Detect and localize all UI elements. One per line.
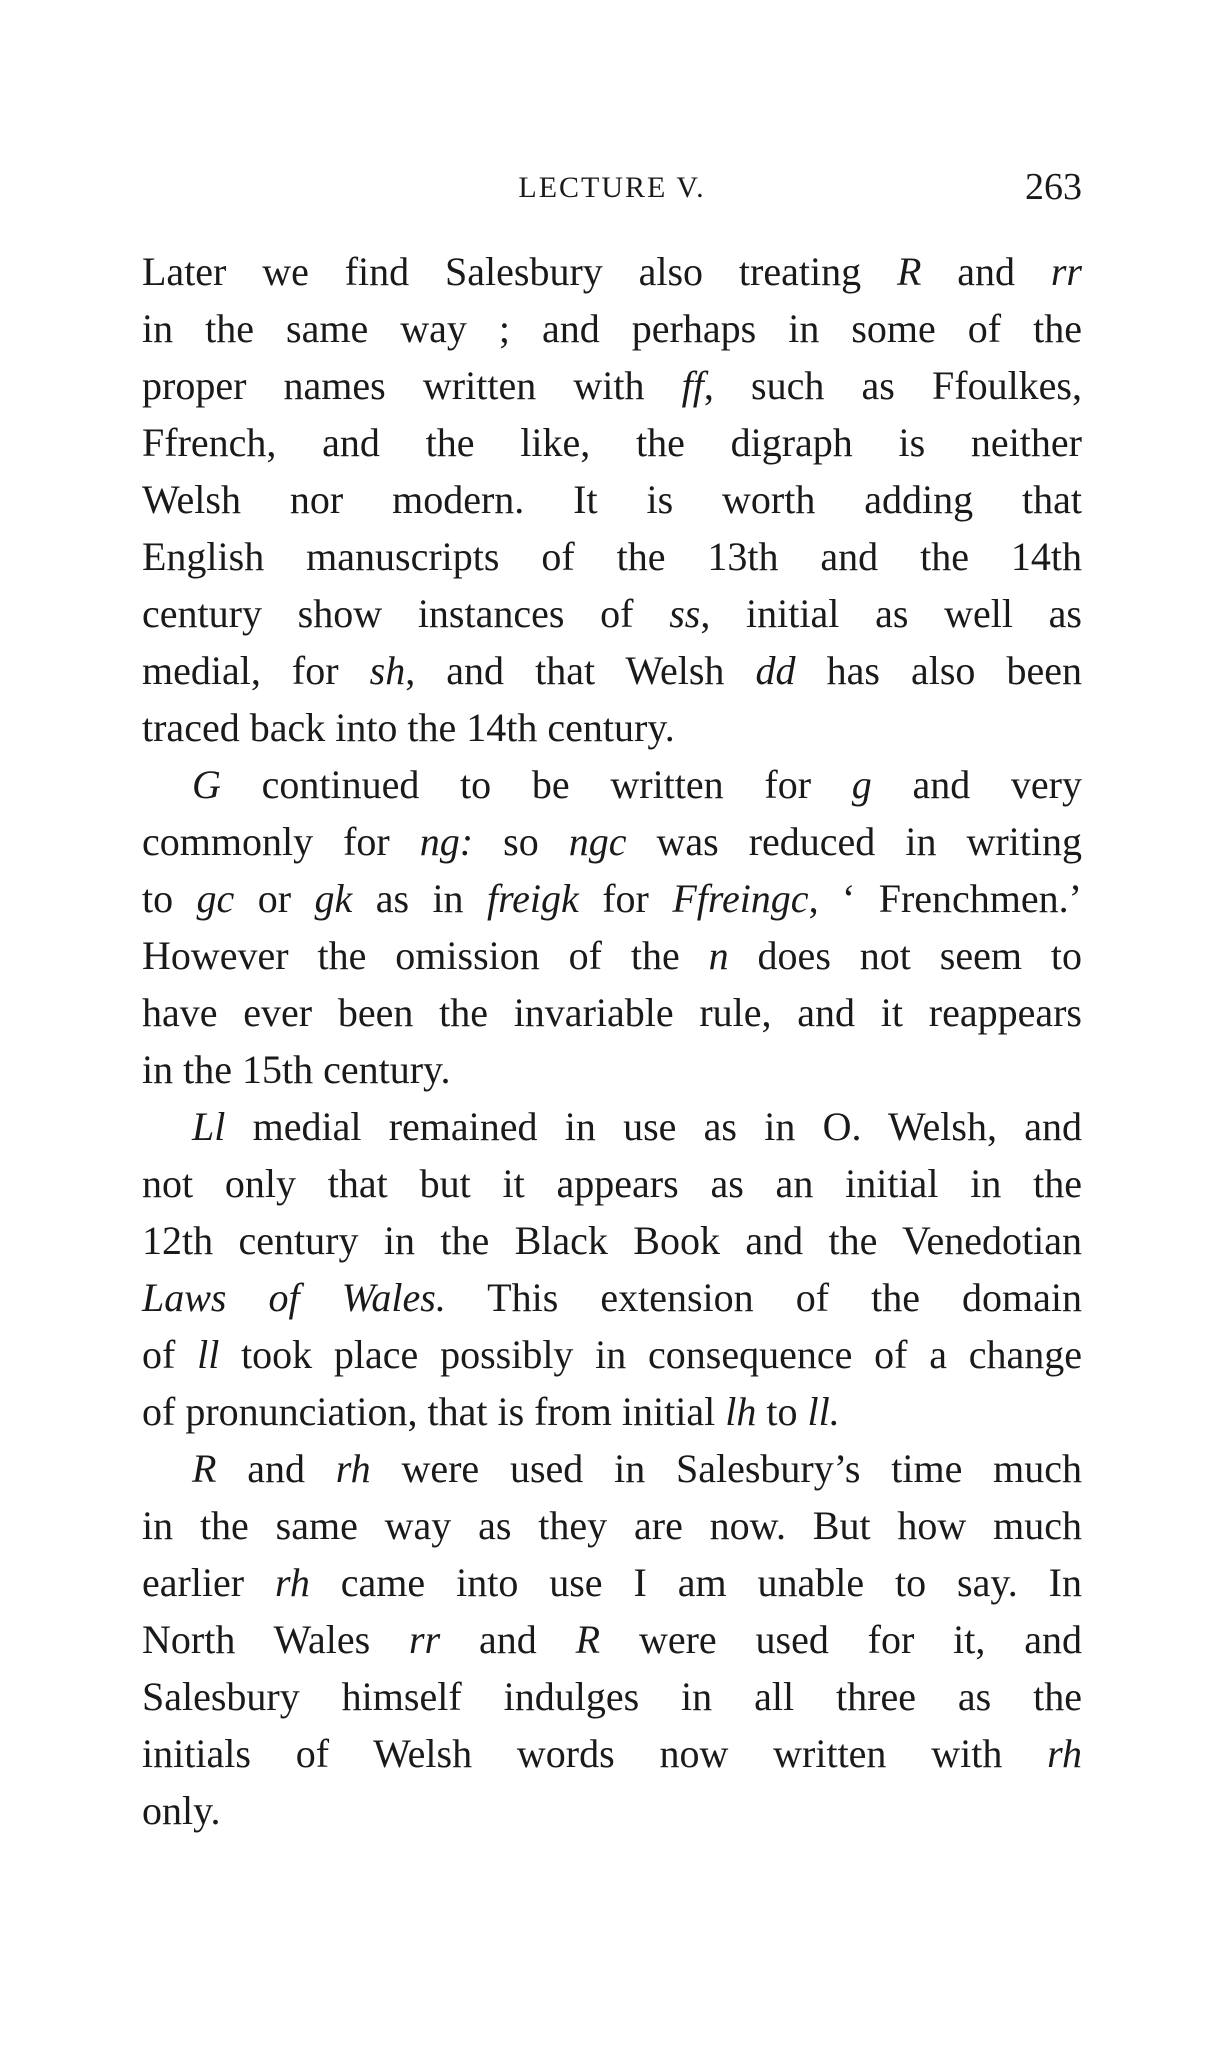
text-line [142, 813, 1082, 870]
text-line [142, 300, 1082, 357]
text-run: This extension of the domain [445, 1275, 1083, 1320]
text-line [142, 357, 1082, 414]
text-run: , initial as well as [700, 591, 1082, 636]
text-line [142, 642, 1082, 699]
text-run: , ‘ Frenchmen.’ [808, 876, 1082, 921]
text-run: was reduced in writing [626, 819, 1083, 864]
italic-run: gk [314, 876, 353, 921]
text-line [142, 1269, 1082, 1326]
paragraph [142, 1098, 1082, 1440]
text-run: medial remained in use as in O. Welsh, and [225, 1104, 1082, 1149]
text-run: continued to be written for [220, 762, 852, 807]
text-line [142, 1554, 1082, 1611]
text-run: of [142, 1332, 198, 1377]
italic-run: rh [275, 1560, 310, 1605]
text-run: for [578, 876, 673, 921]
paragraph [142, 756, 1082, 1098]
paragraph [142, 243, 1082, 756]
text-run: were used for it, and [600, 1617, 1083, 1662]
text-run: in the same way as they are now. But how much [142, 1503, 1082, 1548]
italic-run: dd [755, 648, 796, 693]
text-line [142, 528, 1082, 585]
text-run: and [921, 249, 1051, 294]
italic-run: g [851, 762, 872, 807]
running-title: LECTURE V. [518, 171, 706, 204]
italic-run: Ll [192, 1104, 226, 1149]
text-run: does not seem to [728, 933, 1083, 978]
text-run: and [216, 1446, 336, 1491]
text-run: in the same way ; and perhaps in some of the [142, 306, 1082, 351]
text-line [142, 1725, 1082, 1782]
italic-run: R [192, 1446, 217, 1491]
text-run: Ffrench, and the like, the digraph is neither [142, 420, 1082, 465]
text-run: earlier [142, 1560, 276, 1605]
italic-run: R [575, 1617, 601, 1662]
text-run: century show instances of [142, 591, 670, 636]
text-line [142, 870, 1082, 927]
text-line [142, 1668, 1082, 1725]
italic-run: R [896, 249, 922, 294]
text-run: initials of Welsh words now written with [142, 1731, 1048, 1776]
italic-run: rr [1050, 249, 1082, 294]
text-line [142, 1212, 1082, 1269]
text-line [142, 471, 1082, 528]
text-line [142, 243, 1082, 300]
body-text [142, 243, 1082, 1839]
text-line [142, 1782, 1082, 1839]
text-line [142, 984, 1082, 1041]
italic-run: ng: [419, 819, 474, 864]
text-run: medial, for [142, 648, 370, 693]
text-run: , such as Ffoulkes, [703, 363, 1082, 408]
text-line [142, 1098, 1082, 1155]
italic-run: n [708, 933, 729, 978]
text-run: took place possibly in consequence of a change [219, 1332, 1082, 1377]
running-head [142, 165, 1082, 225]
text-line [142, 756, 1082, 813]
text-run: in the 15th century. [142, 1047, 451, 1092]
text-run: North Wales [142, 1617, 410, 1662]
text-run: has also been [795, 648, 1082, 693]
text-line [142, 1383, 1082, 1440]
italic-run: G [192, 762, 221, 807]
text-line [142, 1326, 1082, 1383]
italic-run: Ffreingc [672, 876, 809, 921]
text-line [142, 927, 1082, 984]
text-run: of pronunciation, that is from initial [142, 1389, 726, 1434]
italic-run: ss [669, 591, 701, 636]
text-run: Later we find Salesbury also treating [142, 249, 897, 294]
text-run: have ever been the invariable rule, and it reappears [142, 990, 1082, 1035]
text-run: commonly for [142, 819, 420, 864]
italic-run: freigk [486, 876, 579, 921]
text-run: to [142, 876, 197, 921]
book-page [142, 165, 1082, 1839]
text-run: Welsh nor modern. It is worth adding that [142, 477, 1082, 522]
text-run: Salesbury himself indulges in all three as the [142, 1674, 1082, 1719]
text-run: or [234, 876, 315, 921]
text-run: came into use I am unable to say. In [309, 1560, 1082, 1605]
text-line [142, 699, 1082, 756]
text-run: However the omission of the [142, 933, 709, 978]
paragraph [142, 1440, 1082, 1839]
italic-run: ll. [807, 1389, 840, 1434]
text-run: English manuscripts of the 13th and the 14th [142, 534, 1082, 579]
text-line [142, 585, 1082, 642]
italic-run: rr [409, 1617, 441, 1662]
text-run: as in [352, 876, 487, 921]
italic-run: sh [369, 648, 406, 693]
text-line [142, 414, 1082, 471]
text-run: 12th century in the Black Book and the Venedotian [142, 1218, 1082, 1263]
text-run: proper names written with [142, 363, 682, 408]
text-line [142, 1440, 1082, 1497]
text-run: not only that but it appears as an initial in the [142, 1161, 1082, 1206]
page-number: 263 [1025, 166, 1082, 208]
text-run: and [440, 1617, 576, 1662]
text-line [142, 1041, 1082, 1098]
text-run: , and that Welsh [405, 648, 756, 693]
text-run: were used in Salesbury’s time much [370, 1446, 1082, 1491]
text-run: traced back into the 14th century. [142, 705, 675, 750]
text-line [142, 1611, 1082, 1668]
italic-run: ngc [568, 819, 627, 864]
italic-run: rh [1047, 1731, 1082, 1776]
text-run: only. [142, 1788, 221, 1833]
text-run: to [756, 1389, 808, 1434]
text-line [142, 1497, 1082, 1554]
text-run: and very [871, 762, 1082, 807]
text-line [142, 1155, 1082, 1212]
italic-run: rh [335, 1446, 371, 1491]
text-run: so [473, 819, 569, 864]
italic-run: gc [196, 876, 235, 921]
italic-run: ll [197, 1332, 220, 1377]
italic-run: Laws of Wales. [142, 1275, 446, 1320]
italic-run: ff [681, 363, 704, 408]
italic-run: lh [725, 1389, 757, 1434]
